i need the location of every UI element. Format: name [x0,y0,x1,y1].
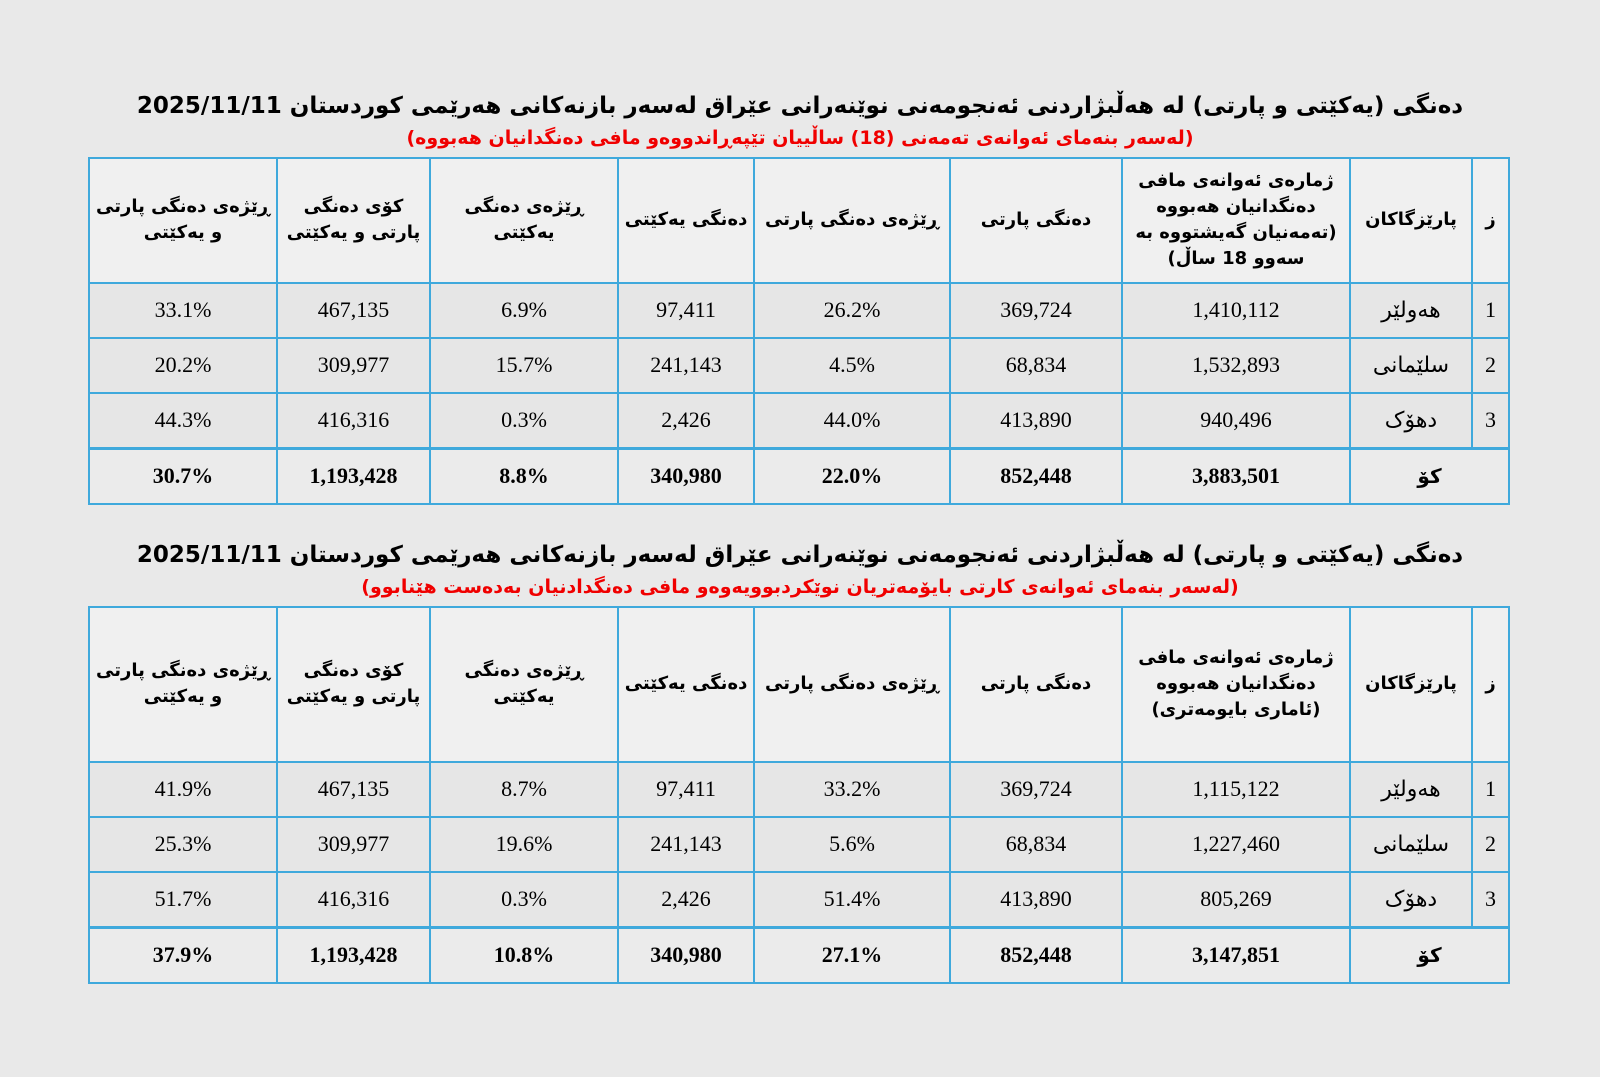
table-row [89,817,1509,872]
total-value-cell: 22.0% [754,448,950,504]
header-cell-1: پارێزگاکان [1350,607,1472,762]
total-value-cell: 340,980 [618,448,754,504]
value-cell: 51.7% [89,872,277,928]
header-cell-6: ڕێژەی دەنگی یەکێتی [430,607,618,762]
total-value-cell: 1,193,428 [277,927,430,983]
value-cell: 68,834 [950,817,1122,872]
table-row [89,393,1509,449]
header-row [89,158,1509,283]
table-row [89,762,1509,817]
table-body [89,762,1509,983]
header-cell-5: دەنگی یەکێتی [618,158,754,283]
value-cell: 44.3% [89,393,277,449]
total-value-cell: 852,448 [950,927,1122,983]
total-value-cell: 8.8% [430,448,618,504]
total-label-cell: کۆ [1350,448,1509,504]
value-cell: 51.4% [754,872,950,928]
section-biometric [90,505,1510,984]
value-cell: 41.9% [89,762,277,817]
header-cell-0: ز [1472,158,1509,283]
value-cell: 4.5% [754,338,950,393]
value-cell: 0.3% [430,872,618,928]
table-row [89,283,1509,338]
value-cell: 940,496 [1122,393,1350,449]
votes-table-age-based [88,157,1510,505]
page-subtitle: (لەسەر بنەمای ئەوانەی کارتی بایۆمەتریان نوێکردبوویەوەو مافی دەنگدادنیان بەدەست هێنابوو) [361,575,1239,598]
value-cell: 2,426 [618,872,754,928]
governorate-cell: سلێمانی [1350,817,1472,872]
total-row [89,927,1509,983]
value-cell: 33.1% [89,283,277,338]
total-value-cell: 10.8% [430,927,618,983]
table-row [89,872,1509,928]
value-cell: 25.3% [89,817,277,872]
header-cell-0: ز [1472,607,1509,762]
governorate-cell: سلێمانی [1350,338,1472,393]
total-value-cell: 3,883,501 [1122,448,1350,504]
value-cell: 68,834 [950,338,1122,393]
value-cell: 241,143 [618,338,754,393]
value-cell: 2,426 [618,393,754,449]
table-header [89,607,1509,762]
header-cell-4: ڕێژەی دەنگی پارتی [754,607,950,762]
total-value-cell: 3,147,851 [1122,927,1350,983]
value-cell: 2 [1472,817,1509,872]
total-value-cell: 27.1% [754,927,950,983]
header-cell-7: کۆی دەنگی پارتی و یەکێتی [277,607,430,762]
total-value-cell: 1,193,428 [277,448,430,504]
value-cell: 369,724 [950,762,1122,817]
value-cell: 1,115,122 [1122,762,1350,817]
governorate-cell: دهۆک [1350,393,1472,449]
header-row [89,607,1509,762]
section-over-18 [90,0,1510,505]
table-header [89,158,1509,283]
total-row [89,448,1509,504]
votes-table-biometric [88,606,1510,984]
governorate-cell: هەولێر [1350,283,1472,338]
header-cell-2: ژمارەی ئەوانەی مافی دەنگدانیان هەبووە (ئاماری بایومەتری) [1122,607,1350,762]
header-cell-5: دەنگی یەکێتی [618,607,754,762]
value-cell: 413,890 [950,872,1122,928]
value-cell: 97,411 [618,762,754,817]
value-cell: 6.9% [430,283,618,338]
value-cell: 5.6% [754,817,950,872]
value-cell: 3 [1472,393,1509,449]
value-cell: 805,269 [1122,872,1350,928]
table-body [89,283,1509,504]
page-title: دەنگی (یەکێتی و پارتی) لە هەڵبژاردنی ئەنجومەنی نوێنەرانی عێراق لەسەر بازنەکانی هەرێمی کوردستان 2025/11/11 [136,541,1464,568]
value-cell: 8.7% [430,762,618,817]
value-cell: 2 [1472,338,1509,393]
header-cell-8: ڕێژەی دەنگی پارتی و یەکێتی [89,158,277,283]
value-cell: 241,143 [618,817,754,872]
table-row [89,338,1509,393]
header-cell-6: ڕێژەی دەنگی یەکێتی [430,158,618,283]
value-cell: 369,724 [950,283,1122,338]
value-cell: 26.2% [754,283,950,338]
page-subtitle: (لەسەر بنەمای ئەوانەی تەمەنی (18) ساڵییان تێپەڕاندووەو مافی دەنگدانیان هەبووە) [406,126,1194,149]
value-cell: 20.2% [89,338,277,393]
value-cell: 0.3% [430,393,618,449]
value-cell: 3 [1472,872,1509,928]
value-cell: 416,316 [277,393,430,449]
total-value-cell: 30.7% [89,448,277,504]
header-cell-2: ژمارەی ئەوانەی مافی دەنگدانیان هەبووە (تەمەنیان گەیشتووە بە سەوو 18 ساڵ) [1122,158,1350,283]
header-cell-8: ڕێژەی دەنگی پارتی و یەکێتی [89,607,277,762]
header-cell-3: دەنگی پارتی [950,158,1122,283]
value-cell: 1,410,112 [1122,283,1350,338]
value-cell: 467,135 [277,762,430,817]
value-cell: 309,977 [277,817,430,872]
header-cell-1: پارێزگاکان [1350,158,1472,283]
total-value-cell: 852,448 [950,448,1122,504]
total-value-cell: 340,980 [618,927,754,983]
value-cell: 1 [1472,283,1509,338]
value-cell: 19.6% [430,817,618,872]
value-cell: 1,227,460 [1122,817,1350,872]
value-cell: 1,532,893 [1122,338,1350,393]
document-page [90,0,1510,984]
page-title: دەنگی (یەکێتی و پارتی) لە هەڵبژاردنی ئەنجومەنی نوێنەرانی عێراق لەسەر بازنەکانی هەرێمی کوردستان 2025/11/11 [136,93,1464,119]
header-cell-4: ڕێژەی دەنگی پارتی [754,158,950,283]
value-cell: 413,890 [950,393,1122,449]
total-value-cell: 37.9% [89,927,277,983]
value-cell: 97,411 [618,283,754,338]
header-cell-3: دەنگی پارتی [950,607,1122,762]
header-cell-7: کۆی دەنگی پارتی و یەکێتی [277,158,430,283]
governorate-cell: هەولێر [1350,762,1472,817]
value-cell: 1 [1472,762,1509,817]
governorate-cell: دهۆک [1350,872,1472,928]
value-cell: 309,977 [277,338,430,393]
value-cell: 44.0% [754,393,950,449]
value-cell: 15.7% [430,338,618,393]
total-label-cell: کۆ [1350,927,1509,983]
value-cell: 467,135 [277,283,430,338]
value-cell: 33.2% [754,762,950,817]
value-cell: 416,316 [277,872,430,928]
